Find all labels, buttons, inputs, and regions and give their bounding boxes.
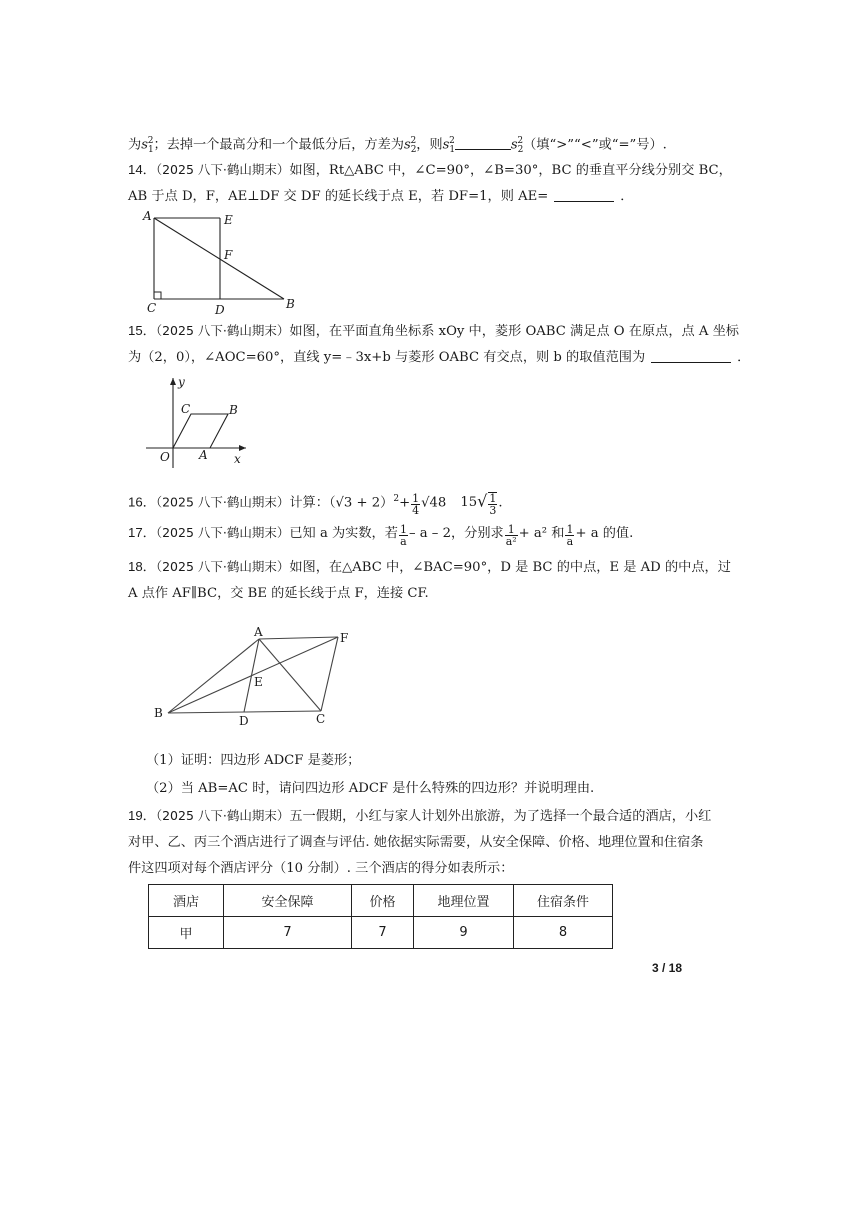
- table-header: 安全保障: [224, 885, 352, 917]
- question-text: 已知 a 为实数，若: [289, 526, 398, 541]
- question-19-line2: [128, 833, 703, 853]
- question-text: AB 于点 D，F，AE⊥DF 交 DF 的延长线于点 E，若 DF=1，则 AE=: [128, 189, 549, 204]
- question-text: 如图，在△ABC 中，∠BAC=90°，D 是 BC 的中点，E 是 AD 的中点，过: [289, 560, 731, 575]
- table-cell: 甲: [149, 917, 224, 949]
- question-18-sub2: [146, 779, 594, 799]
- question-16: 16．（2025 八下·鹤山期末）计算：$(√3 + 2)^2+$ $\frac{1}{4}$ √48 15√ $\frac{1}{3}$ .: [128, 491, 503, 518]
- q13-tail: 为$s_1^2$；去掉一个最高分和一个最低分后，方差为$s_2^2$，则$s_1^2$ $s_2^2$（填“>”“<”或“=”号）.: [128, 136, 667, 156]
- q15-figure: [140, 372, 252, 470]
- question-text: 如图，Rt△ABC 中，∠C=90°，∠B=30°，BC 的垂直平分线分别交 BC，: [289, 163, 732, 178]
- question-text: – a – 2，分别求: [408, 526, 504, 541]
- label-O: O: [160, 450, 170, 464]
- label-A: A: [143, 209, 152, 223]
- question-number: 14．: [128, 162, 156, 177]
- label-E: E: [224, 213, 233, 227]
- question-14: [128, 160, 732, 181]
- question-19: [128, 806, 711, 827]
- answer-blank[interactable]: [554, 187, 614, 202]
- q13-text: ；去掉一个最高分和一个最低分后，方差为: [153, 137, 404, 153]
- question-text: 15: [460, 495, 478, 511]
- question-text: + a² 和: [518, 526, 565, 541]
- fraction: $\frac{1}{a}$: [566, 523, 574, 548]
- question-source: （2025 八下·鹤山期末）: [155, 525, 290, 540]
- question-source: （2025 八下·鹤山期末）: [155, 323, 290, 338]
- table-header-row: [149, 885, 613, 917]
- label-D: D: [215, 303, 225, 317]
- question-text: + a 的值.: [575, 526, 634, 541]
- q13-text: 为: [128, 137, 142, 153]
- question-text: √48: [421, 495, 447, 511]
- question-text: ．: [737, 350, 751, 365]
- table-header: 酒店: [149, 885, 224, 917]
- exponent: 2: [393, 494, 400, 504]
- question-text: 件这四项对每个酒店评分（10 分制）. 三个酒店的得分如表所示：: [128, 861, 514, 876]
- question-text: 如图，在平面直角坐标系 xOy 中，菱形 OABC 满足点 O 在原点，点 A 坐标: [289, 324, 739, 339]
- label-B: B: [154, 706, 163, 720]
- question-text: （2）当 AB=AC 时，请问四边形 ADCF 是什么特殊的四边形？并说明理由.: [146, 781, 595, 796]
- label-B: B: [286, 297, 295, 311]
- question-18-line2: [128, 584, 429, 604]
- question-number: 15．: [128, 323, 156, 338]
- label-x: x: [234, 452, 241, 466]
- label-F: F: [340, 631, 349, 645]
- fraction: $\frac{1}{4}$: [412, 492, 420, 518]
- question-number: 18．: [128, 559, 156, 574]
- q18-figure: [148, 620, 360, 732]
- table-header: 地理位置: [414, 885, 514, 917]
- table-cell: 9: [414, 917, 514, 949]
- question-text: 计算：（√3 + 2）: [289, 495, 394, 511]
- fraction: $\frac{1}{\text{a²}}$: [505, 523, 517, 548]
- q14-figure: [138, 208, 308, 318]
- question-text: （1）证明：四边形 ADCF 是菱形；: [146, 753, 361, 768]
- question-source: （2025 八下·鹤山期末）: [155, 494, 290, 510]
- q13-text: ，则: [416, 137, 443, 153]
- label-F: F: [224, 248, 233, 262]
- label-B: B: [229, 403, 238, 417]
- table-cell: 7: [352, 917, 414, 949]
- question-15-line2: [128, 348, 750, 368]
- question-source: （2025 八下·鹤山期末）: [155, 162, 290, 177]
- question-source: （2025 八下·鹤山期末）: [155, 808, 290, 823]
- question-source: （2025 八下·鹤山期末）: [155, 559, 290, 574]
- table-header: 住宿条件: [514, 885, 613, 917]
- question-19-line3: [128, 859, 513, 879]
- q13-text: （填“>”“<”或“=”号）.: [523, 137, 667, 153]
- label-E: E: [254, 675, 263, 689]
- answer-blank[interactable]: [651, 348, 731, 363]
- label-C: C: [147, 301, 157, 315]
- page-number: 3 / 18: [652, 961, 683, 975]
- hotel-score-table: [148, 884, 613, 949]
- table-cell: 8: [514, 917, 613, 949]
- question-number: 19．: [128, 808, 156, 823]
- question-text: ．: [620, 189, 634, 204]
- question-18-sub1: [146, 751, 360, 771]
- label-C: C: [316, 712, 326, 726]
- label-A: A: [199, 448, 208, 462]
- question-number: 16．: [128, 494, 156, 510]
- question-text: 对甲、乙、丙三个酒店进行了调查与评估. 她依据实际需要，从安全保障、价格、地理位置和住宿条: [128, 835, 704, 850]
- question-text: A 点作 AF∥BC，交 BE 的延长线于点 F，连接 CF.: [128, 586, 429, 601]
- question-text: 为（2，0），∠AOC=60°，直线 y=﹣3x+b 与菱形 OABC 有交点，则 b 的取值范围为: [128, 350, 646, 365]
- fraction: $\frac{1}{a}$: [399, 523, 407, 548]
- table-cell: 7: [224, 917, 352, 949]
- question-14-line2: [128, 187, 633, 207]
- label-y: y: [178, 375, 185, 389]
- question-15: [128, 321, 739, 342]
- question-text: 五一假期，小红与家人计划外出旅游，为了选择一个最合适的酒店，小红: [289, 809, 712, 824]
- question-number: 17．: [128, 525, 156, 540]
- fraction: $\frac{1}{3}$: [489, 492, 497, 518]
- label-A: A: [254, 625, 263, 639]
- answer-blank[interactable]: [455, 135, 511, 150]
- label-D: D: [239, 714, 249, 728]
- question-17: [128, 523, 633, 547]
- label-C: C: [181, 402, 191, 416]
- table-row: [149, 917, 613, 949]
- table-header: 价格: [352, 885, 414, 917]
- question-text: +: [399, 495, 411, 511]
- question-18: [128, 557, 731, 578]
